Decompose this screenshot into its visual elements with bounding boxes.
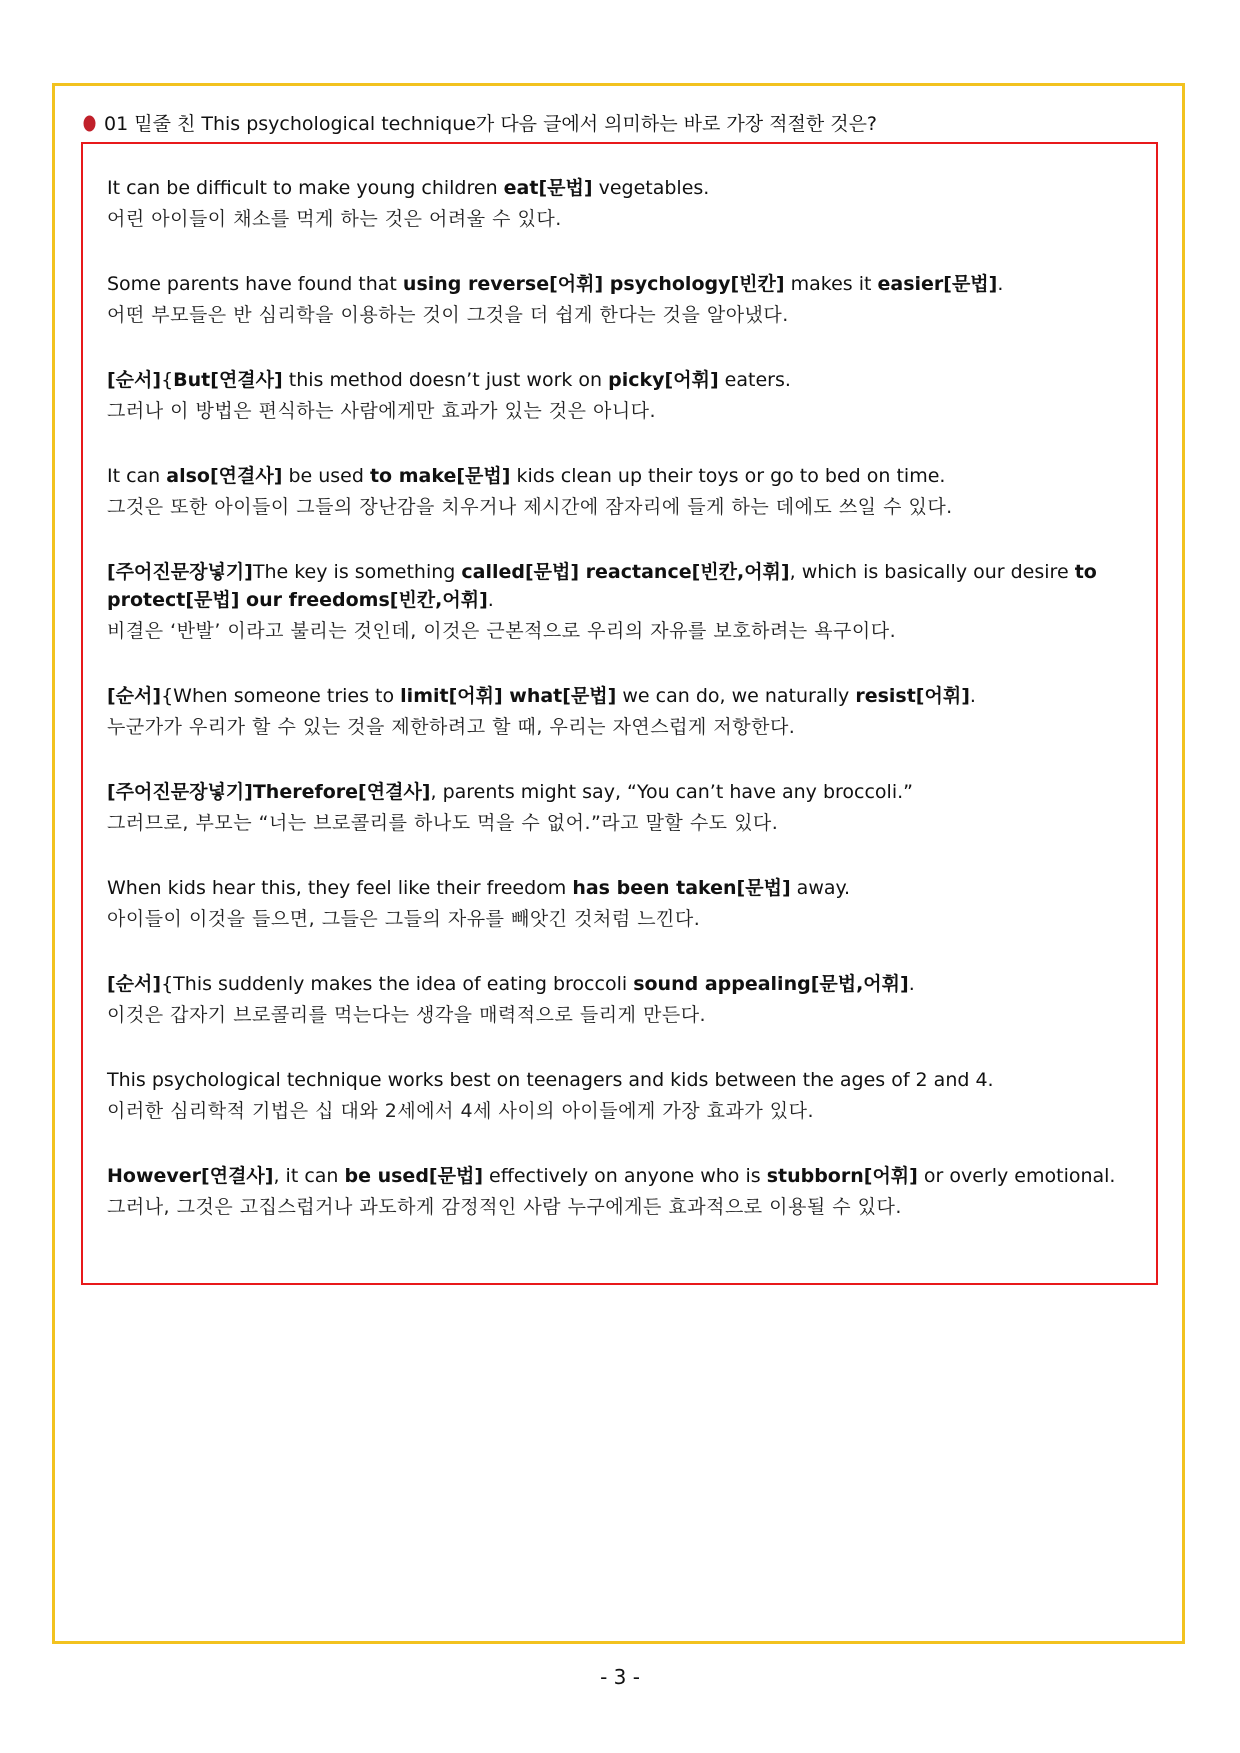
sentence-text: this method doesn’t just work on [282, 369, 609, 391]
annotated-phrase: [순서] [107, 973, 162, 995]
korean-translation: 그것은 또한 아이들이 그들의 장난감을 치우거나 제시간에 잠자리에 들게 하는 데에도 쓰일 수 있다. [107, 496, 953, 518]
sentence-pair [92, 970, 1152, 1029]
korean-translation: 그러나 이 방법은 편식하는 사람에게만 효과가 있는 것은 아니다. [107, 400, 657, 422]
korean-translation: 누군가가 우리가 할 수 있는 것을 제한하려고 할 때, 우리는 자연스럽게 저항한다. [107, 716, 796, 738]
korean-translation: 비결은 ‘반발’ 이라고 불리는 것인데, 이것은 근본적으로 우리의 자유를 보호하려는 욕구이다. [107, 620, 897, 642]
korean-translation: 아이들이 이것을 들으면, 그들은 그들의 자유를 빼앗긴 것처럼 느낀다. [107, 908, 701, 930]
sentence-pair [92, 778, 1152, 837]
sentence-pair [92, 558, 1152, 645]
sentence-text: This psychological technique works best on teenagers and kids between the ages of 2 and 4. [107, 1069, 994, 1091]
annotated-phrase: [순서] [107, 685, 162, 707]
sentence-text: { [161, 369, 174, 391]
english-sentence [92, 682, 1152, 710]
annotated-phrase: to make[문법] [369, 465, 511, 487]
english-sentence [92, 462, 1152, 490]
sentence-text: , it can [273, 1165, 345, 1187]
sentence-text: {This suddenly makes the idea of eating broccoli [161, 973, 634, 995]
korean-translation: 그러므로, 부모는 “너는 브로콜리를 하나도 먹을 수 없어.”라고 말할 수도 있다. [107, 812, 779, 834]
sentence-text: makes it [784, 273, 878, 295]
annotated-phrase: called[문법] reactance[빈칸,어휘] [461, 561, 790, 583]
korean-translation: 이것은 갑자기 브로콜리를 먹는다는 생각을 매력적으로 들리게 만든다. [107, 1004, 707, 1026]
english-sentence [92, 558, 1152, 614]
sentence-text: or overly emotional. [917, 1165, 1116, 1187]
korean-translation: 어린 아이들이 채소를 먹게 하는 것은 어려울 수 있다. [107, 208, 562, 230]
annotated-phrase: [순서] [107, 369, 162, 391]
english-sentence [92, 970, 1152, 998]
korean-translation: 그러나, 그것은 고집스럽거나 과도하게 감정적인 사람 누구에게든 효과적으로 이용될 수 있다. [107, 1196, 902, 1218]
sentence-pair [92, 270, 1152, 329]
sentence-text: It can be difficult to make young children [107, 177, 504, 199]
sentence-text: {When someone tries to [161, 685, 401, 707]
annotated-phrase: But[연결사] [173, 369, 283, 391]
sentence-text: vegetables. [592, 177, 710, 199]
sentence-text: effectively on anyone who is [483, 1165, 767, 1187]
annotated-phrase: using reverse[어휘] psychology[빈칸] [402, 273, 785, 295]
sentence-text: The key is something [252, 561, 462, 583]
english-sentence [92, 1066, 1152, 1094]
english-sentence [92, 1162, 1152, 1190]
sentence-pair [92, 1066, 1152, 1125]
sentence-text: When kids hear this, they feel like their freedom [107, 877, 573, 899]
bullet-marker-icon [83, 115, 96, 132]
annotated-phrase: be used[문법] [344, 1165, 483, 1187]
sentence-text: It can [107, 465, 167, 487]
korean-translation: 이러한 심리학적 기법은 십 대와 2세에서 4세 사이의 아이들에게 가장 효과가 있다. [107, 1100, 814, 1122]
annotated-phrase: easier[문법] [877, 273, 998, 295]
sentence-text: . [487, 589, 494, 611]
sentence-text: away. [790, 877, 851, 899]
annotated-phrase: has been taken[문법] [572, 877, 791, 899]
annotated-phrase: [주어진문장넣기] [107, 561, 253, 583]
sentence-pair [92, 366, 1152, 425]
english-sentence [92, 366, 1152, 394]
annotated-phrase: [주어진문장넣기]Therefore[연결사] [107, 781, 431, 803]
sentence-text: be used [282, 465, 370, 487]
sentence-pair [92, 174, 1152, 233]
sentence-text: , which is basically our desire [789, 561, 1075, 583]
sentence-text: kids clean up their toys or go to bed on time. [510, 465, 946, 487]
annotated-phrase: However[연결사] [107, 1165, 274, 1187]
sentence-text: Some parents have found that [107, 273, 403, 295]
english-sentence [92, 874, 1152, 902]
annotated-phrase: to protect[문법] our freedoms[빈칸,어휘] [107, 561, 1097, 611]
passage [92, 174, 1152, 1258]
english-sentence [92, 778, 1152, 806]
annotated-phrase: sound appealing[문법,어휘] [633, 973, 909, 995]
sentence-text: . [908, 973, 915, 995]
sentence-pair [92, 462, 1152, 521]
question-line [83, 110, 1143, 138]
sentence-text: we can do, we naturally [616, 685, 856, 707]
sentence-pair [92, 682, 1152, 741]
sentence-pair [92, 1162, 1152, 1221]
sentence-pair [92, 874, 1152, 933]
annotated-phrase: also[연결사] [166, 465, 283, 487]
annotated-phrase: limit[어휘] what[문법] [400, 685, 617, 707]
korean-translation: 어떤 부모들은 반 심리학을 이용하는 것이 그것을 더 쉽게 한다는 것을 알아냈다. [107, 304, 789, 326]
annotated-phrase: eat[문법] [503, 177, 593, 199]
annotated-phrase: stubborn[어휘] [766, 1165, 918, 1187]
page-number: - 3 - [600, 1665, 640, 1689]
annotated-phrase: picky[어휘] [608, 369, 719, 391]
sentence-text: , parents might say, “You can’t have any broccoli.” [430, 781, 913, 803]
annotated-phrase: resist[어휘] [855, 685, 970, 707]
english-sentence [92, 270, 1152, 298]
sentence-text: . [997, 273, 1004, 295]
question-text: 01 밑줄 친 This psychological technique가 다음 글에서 의미하는 바로 가장 적절한 것은? [104, 113, 878, 135]
english-sentence [92, 174, 1152, 202]
sentence-text: eaters. [718, 369, 791, 391]
sentence-text: . [969, 685, 976, 707]
